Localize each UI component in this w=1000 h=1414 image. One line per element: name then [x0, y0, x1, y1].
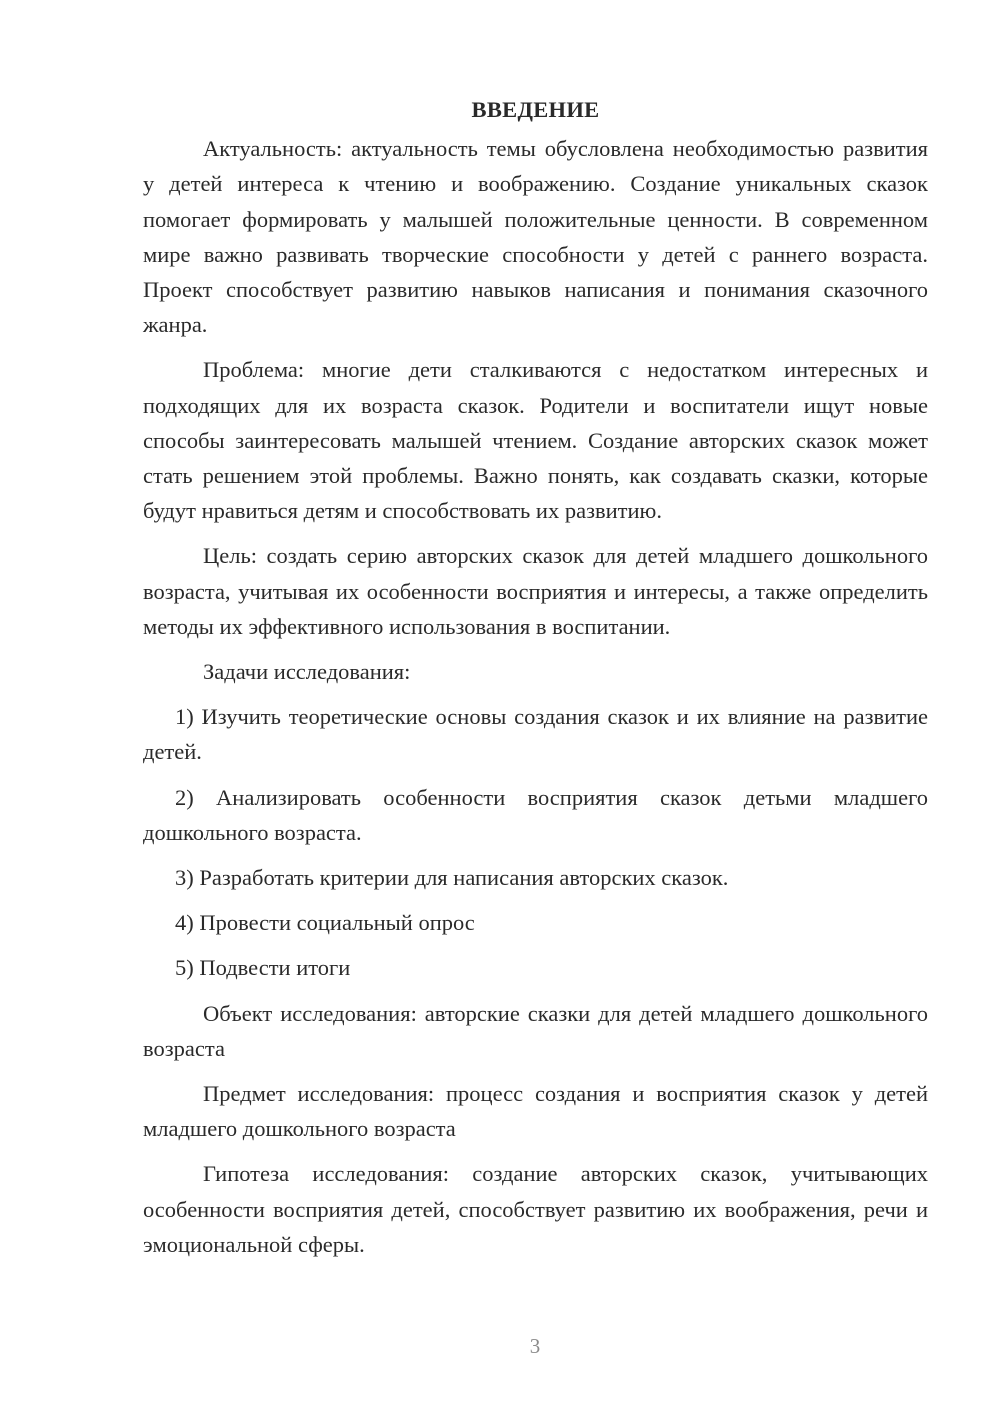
document-page — [143, 92, 928, 1272]
task-item-4: 4) Провести социальный опрос — [175, 910, 475, 936]
page-number: 3 — [529, 1334, 541, 1358]
paragraph-subject: Предмет исследования: процесс создания и восприятия сказок у детей младшего дошкольного возраста — [143, 1081, 928, 1142]
task-item-3: 3) Разработать критерии для написания авторских сказок. — [175, 865, 729, 891]
task-item-2: 2) Анализировать особенности восприятия сказок детьми младшего дошкольного возраста. — [143, 784, 928, 845]
paragraph-problem: Проблема: многие дети сталкиваются с недостатком интересных и подходящих для их возраста сказок. Родители и воспитатели ищут новые способы заинтересовать малышей чтением. Создание авторских сказок может стать решением этой проблемы. Важно понять, как создавать сказки, которые будут нравиться детям и способствовать их развитию. — [143, 357, 928, 524]
task-item-5: 5) Подвести итоги — [175, 955, 351, 981]
task-item-1: 1) Изучить теоретические основы создания сказок и их влияние на развитие детей. — [143, 704, 928, 765]
tasks-heading: Задачи исследования: — [203, 659, 411, 685]
paragraph-relevance: Актуальность: актуальность темы обусловлена необходимостью развития у детей интереса к чтению и воображению. Создание уникальных сказок помогает формировать у малышей положительные ценности. В современном мире важно развивать творческие способности у детей с раннего возраста. Проект способствует развитию навыков написания и понимания сказочного жанра. — [143, 136, 928, 338]
tasks-list — [143, 699, 928, 985]
section-title: ВВЕДЕНИЕ — [471, 97, 600, 122]
paragraph-hypothesis: Гипотеза исследования: создание авторских сказок, учитывающих особенности восприятия детей, способствует развитию их воображения, речи и эмоциональной сферы. — [143, 1161, 928, 1257]
paragraph-goal: Цель: создать серию авторских сказок для детей младшего дошкольного возраста, учитывая их особенности восприятия и интересы, а также определить методы их эффективного использования в воспитании. — [143, 543, 928, 639]
paragraph-object: Объект исследования: авторские сказки для детей младшего дошкольного возраста — [143, 1000, 928, 1061]
